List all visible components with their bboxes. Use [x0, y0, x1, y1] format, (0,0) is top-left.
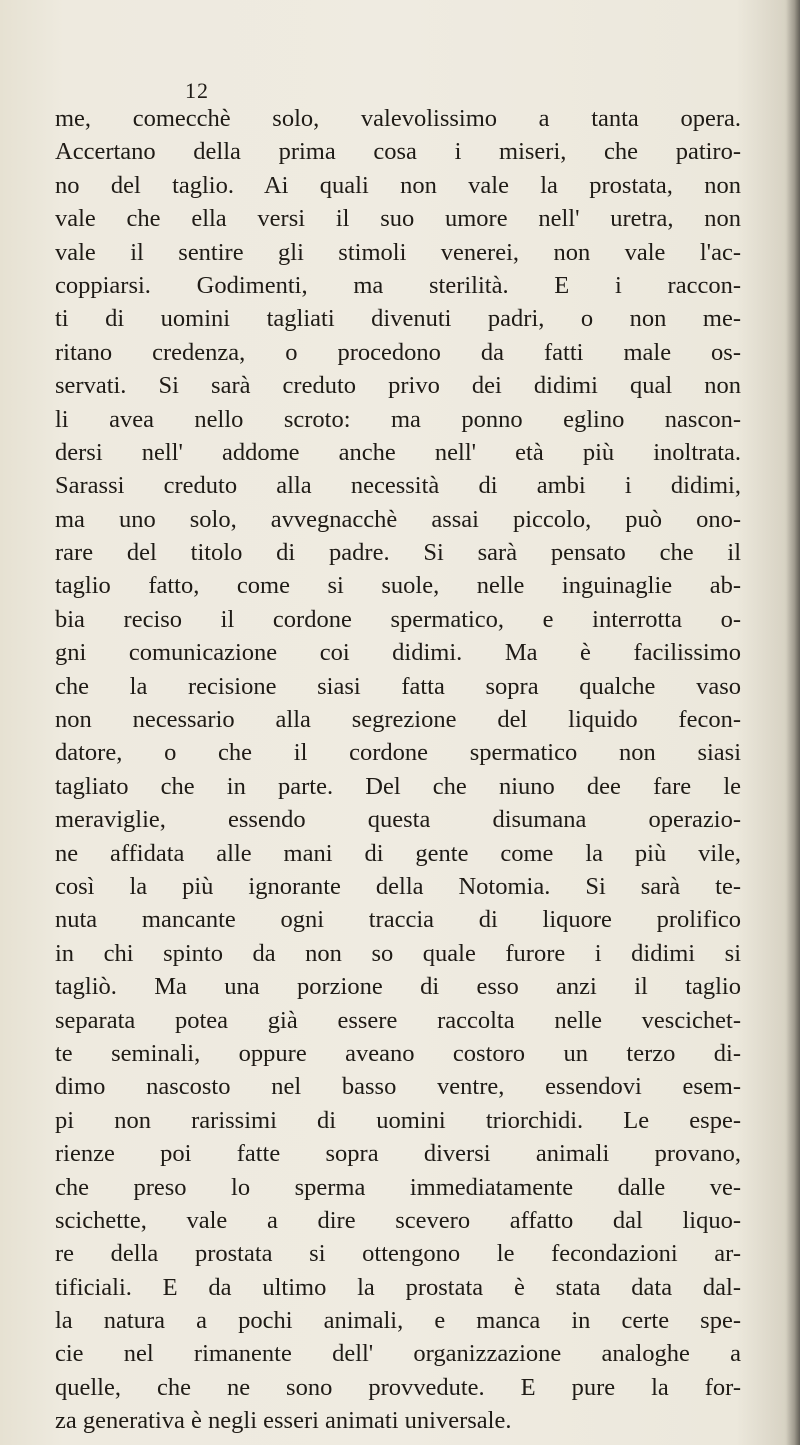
text-line: servati. Si sarà creduto privo dei didimi qual non — [55, 372, 741, 400]
text-line: me, comecchè solo, valevolissimo a tanta opera. — [55, 105, 741, 132]
text-line: gni comunicazione coi didimi. Ma è facilissimo — [55, 639, 741, 667]
text-line: meraviglie, essendo questa disumana operazio- — [55, 806, 741, 834]
page-number: 12 — [185, 78, 209, 103]
text-line: ne affidata alle mani di gente come la più vile, — [55, 839, 741, 867]
text-line: dersi nell' addome anche nell' età più inoltrata. — [55, 438, 741, 466]
text-line: datore, o che il cordone spermatico non siasi — [55, 739, 741, 767]
text-line: nuta mancante ogni traccia di liquore prolifico — [55, 906, 741, 934]
text-line: che la recisione siasi fatta sopra qualche vaso — [55, 672, 741, 700]
text-line: in chi spinto da non so quale furore i didimi si — [55, 939, 741, 967]
text-line: pi non rarissimi di uomini triorchidi. Le espe- — [55, 1106, 741, 1134]
text-line: coppiarsi. Godimenti, ma sterilità. E i raccon- — [55, 271, 741, 299]
text-line: za generativa è negli esseri animati universale. — [55, 1407, 512, 1435]
text-line: quelle, che ne sono provvedute. E pure la for- — [55, 1373, 741, 1401]
text-line: Sarassi creduto alla necessità di ambi i didimi, — [55, 472, 741, 500]
text-line: li avea nello scroto: ma ponno eglino nascon- — [55, 405, 741, 433]
text-line: scichette, vale a dire scevero affatto dal liquo- — [55, 1206, 741, 1234]
text-line: cie nel rimanente dell' organizzazione analoghe a — [55, 1340, 741, 1368]
text-line: tagliò. Ma una porzione di esso anzi il taglio — [55, 973, 741, 1001]
text-line: vale il sentire gli stimoli venerei, non vale l'ac- — [55, 238, 741, 266]
text-line: ma uno solo, avvegnacchè assai piccolo, può ono- — [55, 505, 741, 533]
text-line: separata potea già essere raccolta nelle vescichet- — [55, 1006, 741, 1034]
text-line: la natura a pochi animali, e manca in certe spe- — [55, 1307, 741, 1335]
body-text — [55, 102, 741, 1438]
text-line: vale che ella versi il suo umore nell' uretra, non — [55, 205, 741, 233]
text-line: tagliato che in parte. Del che niuno dee fare le — [55, 772, 741, 800]
page-edge-shadow — [786, 0, 800, 1445]
text-line: rienze poi fatte sopra diversi animali provano, — [55, 1140, 741, 1168]
text-line: ritano credenza, o procedono da fatti male os- — [55, 338, 741, 366]
text-line: così la più ignorante della Notomia. Si sarà te- — [55, 872, 741, 900]
text-line: che preso lo sperma immediatamente dalle ve- — [55, 1173, 741, 1201]
text-line: re della prostata si ottengono le fecondazioni ar- — [55, 1240, 741, 1268]
text-line: no del taglio. Ai quali non vale la prostata, non — [55, 171, 741, 199]
text-line: taglio fatto, come si suole, nelle inguinaglie ab- — [55, 572, 741, 600]
text-line: Accertano della prima cosa i miseri, che patiro- — [55, 138, 741, 166]
text-line: tificiali. E da ultimo la prostata è stata data dal- — [55, 1273, 741, 1301]
text-line: te seminali, oppure aveano costoro un terzo di- — [55, 1039, 741, 1067]
text-line: non necessario alla segrezione del liquido fecon- — [55, 706, 741, 734]
text-line: rare del titolo di padre. Si sarà pensato che il — [55, 539, 741, 567]
text-line: bia reciso il cordone spermatico, e interrotta o- — [55, 605, 741, 633]
text-line: ti di uomini tagliati divenuti padri, o non me- — [55, 305, 741, 333]
text-line: dimo nascosto nel basso ventre, essendovi esem- — [55, 1073, 741, 1101]
